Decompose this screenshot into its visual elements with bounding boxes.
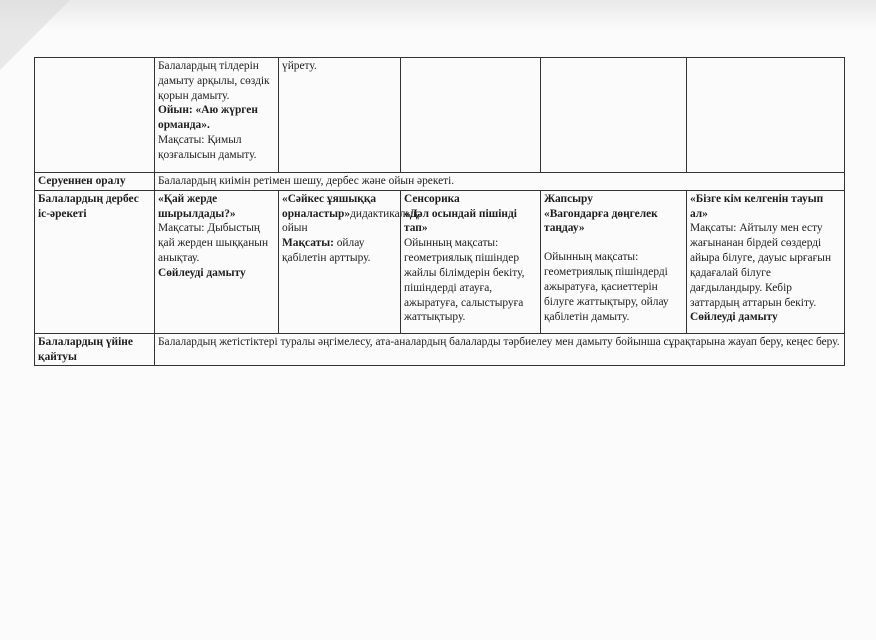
subject-tag: Сөйлеуді дамыту: [690, 311, 778, 324]
table-cell: [401, 58, 541, 173]
row-text: Балалардың жетістіктері туралы әңгімелесу, ата-аналардың балаларды тәрбиелеу мен дамыту бойынша сұрақтарына жауап беру, кеңес беру.: [155, 333, 845, 366]
goal-text: Мақсаты: Дыбыстың қай жерден шыққанын анықтау.: [158, 222, 269, 265]
table-cell: [155, 58, 279, 173]
table-row: [35, 333, 845, 366]
goal-text: Мақсаты: Қимыл қозғалысын дамыту.: [158, 134, 257, 161]
game-title-rest: дидактикалық ойын: [282, 207, 419, 235]
table-cell: [155, 190, 279, 333]
page-top-shadow: [0, 0, 876, 30]
table-row: [35, 173, 845, 191]
game-title: «Дәл осындай пішінді тап»: [404, 207, 517, 235]
subject-header: Жапсыру: [544, 192, 593, 205]
subject-header: Сенсорика: [404, 192, 460, 205]
table-cell: [35, 58, 155, 173]
row-label: Балалардың үйіне қайтуы: [35, 333, 155, 366]
row-label: Серуеннен оралу: [35, 173, 155, 191]
table-row: [35, 190, 845, 333]
table-cell: [541, 190, 687, 333]
game-title: «Бізге кім келгенін тауып ал»: [690, 192, 824, 220]
table-row: [35, 58, 845, 173]
game-title: «Қай жерде шырылдады?»: [158, 192, 236, 220]
table-cell: [687, 58, 845, 173]
game-title: «Сәйкес ұяшыққа орналастыр»: [282, 192, 377, 220]
row-text: Балалардың киімін ретімен шешу, дербес және ойын әрекеті.: [155, 173, 845, 191]
goal-label: Мақсаты:: [282, 237, 334, 250]
table-cell: [401, 190, 541, 333]
cell-text: үйрету.: [282, 60, 317, 72]
game-label: Ойын: «Аю жүрген орманда».: [158, 104, 258, 132]
cell-text: Балалардың тілдерін дамыту арқылы, сөздік қорын дамыту.: [158, 60, 270, 102]
row-label: Балалардың дербес іс-әрекеті: [35, 190, 155, 333]
goal-text: Ойынның мақсаты: геометриялық пішіндер жайлы білімдерін бекіту, пішіндерді атауға, ажыратуға, салыстыруға жаттықтыру.: [404, 237, 525, 324]
goal-text: Ойынның мақсаты: геометриялық пішіндерді ажыратуға, қасиеттерін білуге жаттықтыру, ойлау қабілетін дамыту.: [544, 251, 669, 323]
daily-plan-table: [34, 57, 845, 366]
table-cell: [541, 58, 687, 173]
game-title: «Вагондарға дөңгелек таңдау»: [544, 207, 658, 235]
goal-text: ойлау қабілетін арттыру.: [282, 237, 371, 265]
table-cell: [687, 190, 845, 333]
subject-tag: Сөйлеуді дамыту: [158, 266, 246, 279]
table-cell: [279, 190, 419, 333]
table-cell: [279, 58, 401, 173]
goal-text: Мақсаты: Айтылу мен есту жағынанан бірдей сөздерді айыра білуге, дауыс ырғағын қадағалай білуге дағдыландыру. Кебір заттардың аттарын бекіту.: [690, 222, 832, 309]
